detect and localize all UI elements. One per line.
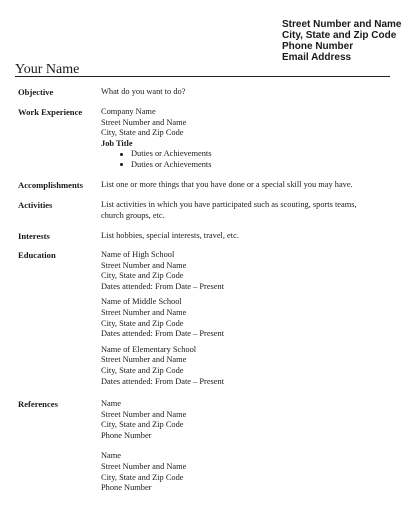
interests-section [101,231,391,242]
company-name: Company Name [101,107,156,116]
reference-street: Street Number and Name [101,409,187,419]
reference-name: Name [101,451,121,461]
school-dates: Dates attended: From Date – Present [101,329,225,339]
school-street: Street Number and Name [101,307,187,317]
activities-text: List activities in which you have participated such as scouting, sports teams, church groups, etc. [101,200,357,220]
school-name: Name of High School [101,250,175,259]
reference-city: City, State and Zip Code [101,420,184,430]
school-city: City, State and Zip Code [101,318,184,328]
work-experience-section [101,107,391,171]
reference-name: Name [101,399,121,408]
duties-list [101,149,391,170]
activities-section [101,200,381,221]
school-dates: Dates attended: From Date – Present [101,281,225,291]
interests-text: List hobbies, special interests, travel, etc. [101,231,239,240]
accomplishments-label: Accomplishments [18,180,83,190]
school-street: Street Number and Name [101,260,187,270]
school-entry [101,297,391,339]
education-label: Education [18,250,56,260]
school-street: Street Number and Name [101,355,187,365]
job-title: Job Title [101,138,133,148]
interests-label: Interests [18,231,50,241]
school-entry [101,345,391,387]
school-city: City, State and Zip Code [101,271,184,281]
contact-city: City, State and Zip Code [282,30,397,41]
references-section [101,399,391,494]
reference-street: Street Number and Name [101,461,187,471]
references-label: References [18,399,58,409]
school-name: Name of Elementary School [101,344,197,354]
reference-entry [101,451,391,493]
objective-text: What do you want to do? [101,87,186,96]
duty-item: Duties or Achievements [101,160,391,171]
company-street: Street Number and Name [101,117,187,127]
school-name: Name of Middle School [101,297,182,307]
name-divider [15,76,390,77]
resume-name: Your Name [15,62,80,77]
contact-block [282,19,401,63]
accomplishments-section [101,180,391,191]
contact-street: Street Number and Name [282,19,402,30]
objective-section [101,87,391,98]
objective-label: Objective [18,87,54,97]
reference-phone: Phone Number [101,483,152,493]
school-dates: Dates attended: From Date – Present [101,376,225,386]
education-section [101,250,391,387]
accomplishments-text: List one or more things that you have done or a special skill you may have. [101,180,353,189]
activities-label: Activities [18,200,53,210]
school-city: City, State and Zip Code [101,365,184,375]
reference-city: City, State and Zip Code [101,472,184,482]
reference-entry [101,399,391,441]
school-entry [101,250,391,292]
work-experience-label: Work Experience [18,107,83,117]
duty-item: Duties or Achievements [101,149,391,160]
contact-phone: Phone Number [282,41,354,52]
company-city: City, State and Zip Code [101,128,184,138]
reference-phone: Phone Number [101,430,152,440]
contact-email: Email Address [282,52,352,63]
